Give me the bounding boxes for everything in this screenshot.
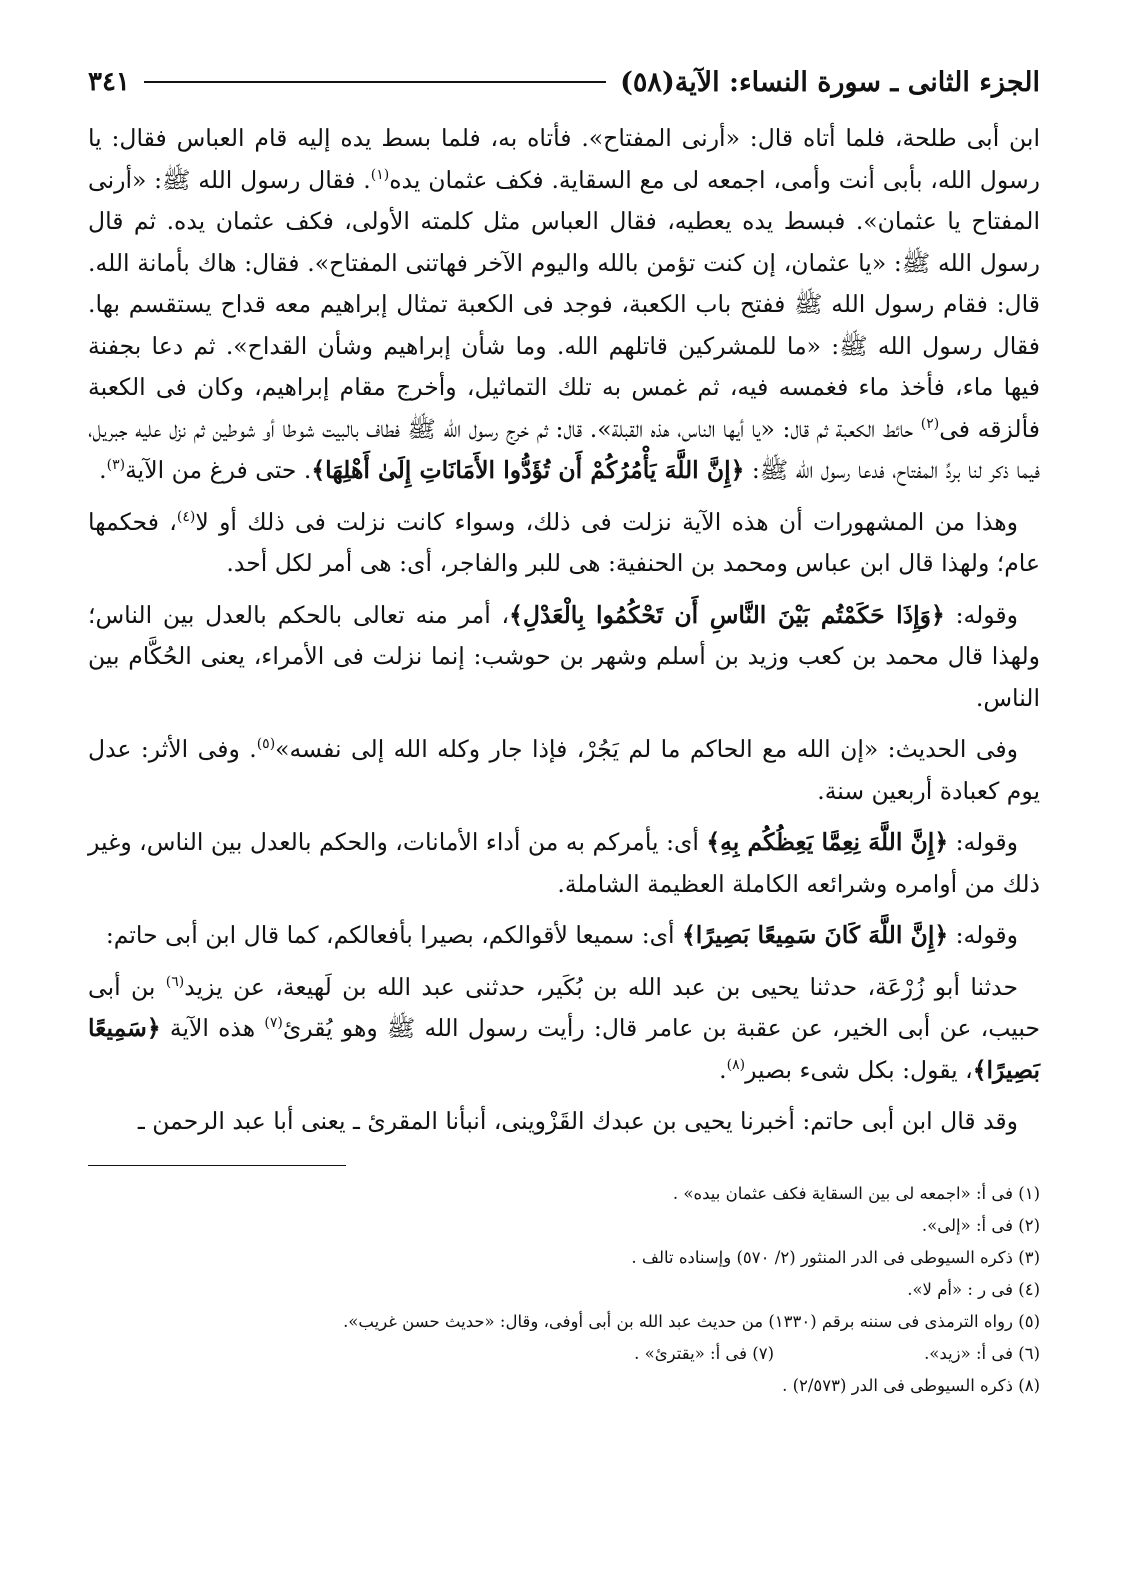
footnote-marker: (١) (370, 166, 390, 183)
text-run: ، فحكمها عام؛ ولهذا قال ابن عباس ومحمد بن الحنفية: هى للبر والفاجر، أى: هى أمر لكل أحد. (88, 507, 1040, 577)
text-run: وقوله: (944, 600, 1018, 629)
footnote-3: (٣) ذكره السيوطى فى الدر المنثور (٢/ ٥٧٠) وإسناده تالف . (631, 1247, 1040, 1267)
text-run: وفى الحديث: «إن الله مع الحاكم ما لم يَجُرْ، فإذا جار وكله الله إلى نفسه» (275, 735, 1019, 763)
paragraph (88, 502, 1040, 585)
footnote-2: (٢) فى أ: «إلى». (921, 1215, 1040, 1235)
footnote-marker: (٧) (264, 1015, 283, 1032)
footnote-6: (٦) فى أ: «زيد». (924, 1343, 1040, 1363)
footnote-5: (٥) رواه الترمذى فى سننه برقم (١٣٣٠) من حديث عبد الله بن أبى أوفى، وقال: «حديث حسن غريب». (343, 1311, 1040, 1331)
text-run: وهذا من المشهورات أن هذه الآية نزلت فى ذلك، وسواء كانت نزلت فى ذلك أو لا (195, 507, 1018, 536)
quran-verse: ﴿إِنَّ اللَّهَ كَانَ سَمِيعًا بَصِيرًا﴾ (682, 921, 949, 949)
text-run: بن أبى حبيب، عن أبى الخير، عن عقبة بن عامر قال: رأيت رسول الله ﷺ وهو يُقرئ (88, 972, 1040, 1042)
text-run: . حتى فرغ من الآية (125, 456, 312, 484)
running-title: الجزء الثانى ـ سورة النساء: الآية(٥٨) (620, 66, 1040, 98)
text-run: . (719, 1055, 727, 1084)
paragraph (88, 967, 1040, 1092)
text-run: . (99, 456, 107, 484)
text-run: . فقال رسول الله ﷺ: «أرنى المفتاح يا عثمان». فبسط يده يعطيه، فقال العباس مثل كلمته الأولى، فكف عثمان يده. ثم قال رسول الله ﷺ: «يا عثمان، إن كنت تؤمن بالله واليوم الآخر فهاتنى المفتاح». فقال: هاك بأمانة الله. قال: فقام رسول الله ﷺ ففتح باب الكعبة، فوجد فى الكعبة تمثال إبراهيم معه قداح يستقسم بها. فقال رسول الله ﷺ: «ما للمشركين قاتلهم الله. وما شأن إبراهيم وشأن القداح». ثم دعا بجفنة فيها ماء، فأخذ ماء فغمسه فيه، ثم غمس به تلك التماثيل، وأخرج مقام إبراهيم، وكان فى الكعبة فألزقه فى (88, 165, 1040, 443)
text-run: وقوله: (948, 828, 1018, 856)
footnote-marker: (٨) (726, 1056, 746, 1073)
page-number: ٣٤١ (88, 67, 130, 97)
text-run: وقوله: (948, 921, 1018, 949)
paragraph (88, 118, 1040, 492)
footnote-row (88, 1338, 1040, 1370)
footnote-7: (٧) فى أ: «يقترئ» . (634, 1343, 775, 1363)
quran-verse: ﴿وَإِذَا حَكَمْتُم بَيْنَ النَّاسِ أَن تَحْكُمُوا بِالْعَدْلِ﴾ (509, 600, 945, 629)
text-run: هذه الآية (160, 1014, 265, 1042)
footnote-marker: (٣) (106, 457, 126, 474)
text-run: حائط الكعبة ثم قال: «يا أيها الناس، هذه القبلة». قال: ثم خرج رسول الله ﷺ فطاف بالبيت شوطا أو شوطين ثم نزل عليه جبريل، فيما ذكر لنا بردِّ المفتاح، فدعا رسول الله ﷺ: (88, 414, 1040, 484)
footnote-marker: (٦) (165, 973, 185, 990)
text-run: . وفى الأثر: عدل يوم كعبادة أربعين سنة. (88, 735, 1040, 805)
text-run: ، أمر منه تعالى بالحكم بالعدل بين الناس؛ ولهذا قال محمد بن كعب وزيد بن أسلم وشهر بن حوشب: إنما نزلت فى الأمراء، يعنى الحُكَّام بين الناس. (88, 600, 1040, 712)
text-run: ابن أبى طلحة، فلما أتاه قال: «أرنى المفتاح». فأتاه به، فلما بسط يده إليه قام العباس فقال: يا رسول الله، بأبى أنت وأمى، اجمعه لى مع السقاية. فكف عثمان يده (88, 124, 1041, 194)
footnote-separator (88, 1165, 346, 1166)
footnote-4: (٤) فى ر : «أم لا». (907, 1279, 1040, 1299)
footnotes (88, 1178, 1040, 1402)
footnote-1: (١) فى أ: «اجمعه لى بين السقاية فكف عثمان بيده» . (672, 1183, 1040, 1203)
quran-verse: ﴿إِنَّ اللَّهَ نِعِمَّا يَعِظُكُم بِهِ﴾ (706, 828, 949, 856)
main-text (88, 118, 1040, 1143)
text-run: أى: يأمركم به من أداء الأمانات، والحكم بالعدل بين الناس، وغير ذلك من أوامره وشرائعه الكاملة العظيمة الشاملة. (88, 828, 1040, 898)
text-run: ، يقول: بكل شىء بصير (745, 1055, 973, 1084)
text-run: وقد قال ابن أبى حاتم: أخبرنا يحيى بن عبدك القَزْوينى، أنبأنا المقرئ ـ يعنى أبا عبد الرحمن ـ (137, 1107, 1018, 1135)
paragraph (88, 915, 1040, 957)
header-rule (144, 81, 606, 83)
paragraph (88, 595, 1040, 720)
text-run: أى: سميعا لأقوالكم، بصيرا بأفعالكم، كما قال ابن أبى حاتم: (105, 921, 683, 949)
quran-verse: ﴿إِنَّ اللَّهَ يَأْمُرُكُمْ أَن تُؤَدُّوا الأَمَانَاتِ إِلَىٰ أَهْلِهَا﴾ (311, 456, 745, 484)
footnote-8: (٨) ذكره السيوطى فى الدر (٢/٥٧٣) . (782, 1375, 1040, 1395)
book-page (88, 60, 1040, 1402)
text-run: حدثنا أبو زُرْعَة، حدثنا يحيى بن عبد الله بن بُكَير، حدثنى عبد الله بن لَهيعة، عن يزيد (184, 972, 1018, 1001)
footnote-marker: (٢) (920, 415, 940, 432)
paragraph (88, 822, 1040, 905)
footnote-marker: (٤) (176, 508, 196, 525)
quran-verse: ﴿سَمِيعًا بَصِيرًا﴾ (88, 1014, 1040, 1084)
footnote-marker: (٥) (256, 736, 276, 753)
paragraph (88, 729, 1040, 812)
paragraph (88, 1101, 1040, 1143)
page-header (88, 60, 1040, 104)
